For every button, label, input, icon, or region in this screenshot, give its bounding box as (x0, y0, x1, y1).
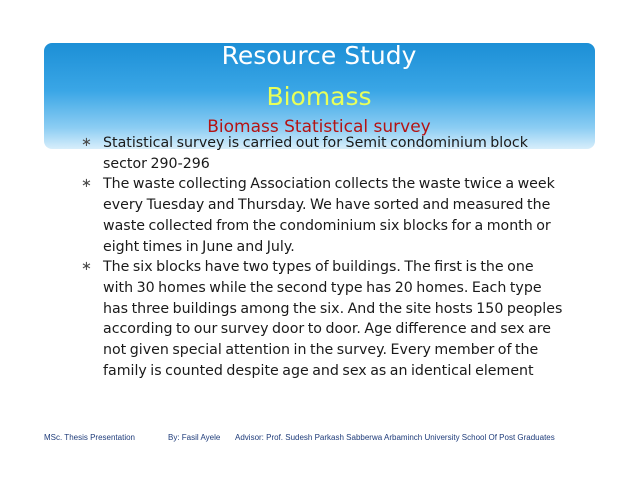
slide-title: Resource Study (221, 41, 417, 70)
footer-author: By: Fasil Ayele (168, 433, 221, 442)
bullet-icon: ∗ (81, 259, 92, 275)
bullet-text: The waste collecting Association collects the waste twice a week every Tuesday and Thursday. We have sorted and measured the waste collected from the condominium six blocks for a month or eight times in June and July. (103, 176, 555, 255)
bullet-item (81, 257, 566, 381)
bullet-item (81, 133, 566, 174)
bullet-item (81, 174, 566, 257)
bullet-text: The six blocks have two types of buildings. The first is the one with 30 homes while the second type has 20 homes. Each type has three buildings among the six. And the site hosts 150 peoples according to our survey door to door. Age difference and sex are not given special attention in the survey. Every member of the family is counted despite age and sex as an identical element (103, 259, 563, 379)
footer-presentation: MSc. Thesis Presentation (44, 433, 136, 442)
bullet-icon: ∗ (81, 176, 92, 192)
footer-school: Arbaminch University School Of Post Graduates (384, 433, 555, 442)
slide-subtitle: Biomass Statistical survey (207, 117, 431, 137)
bullet-text: Statistical survey is carried out for Semit condominium block sector 290-296 (103, 135, 528, 172)
bullet-list (81, 133, 566, 381)
footer-advisor: Advisor: Prof. Sudesh Parkash Sabberwa (235, 433, 383, 442)
bullet-icon: ∗ (81, 135, 92, 150)
slide-title-topic: Biomass (266, 82, 372, 111)
